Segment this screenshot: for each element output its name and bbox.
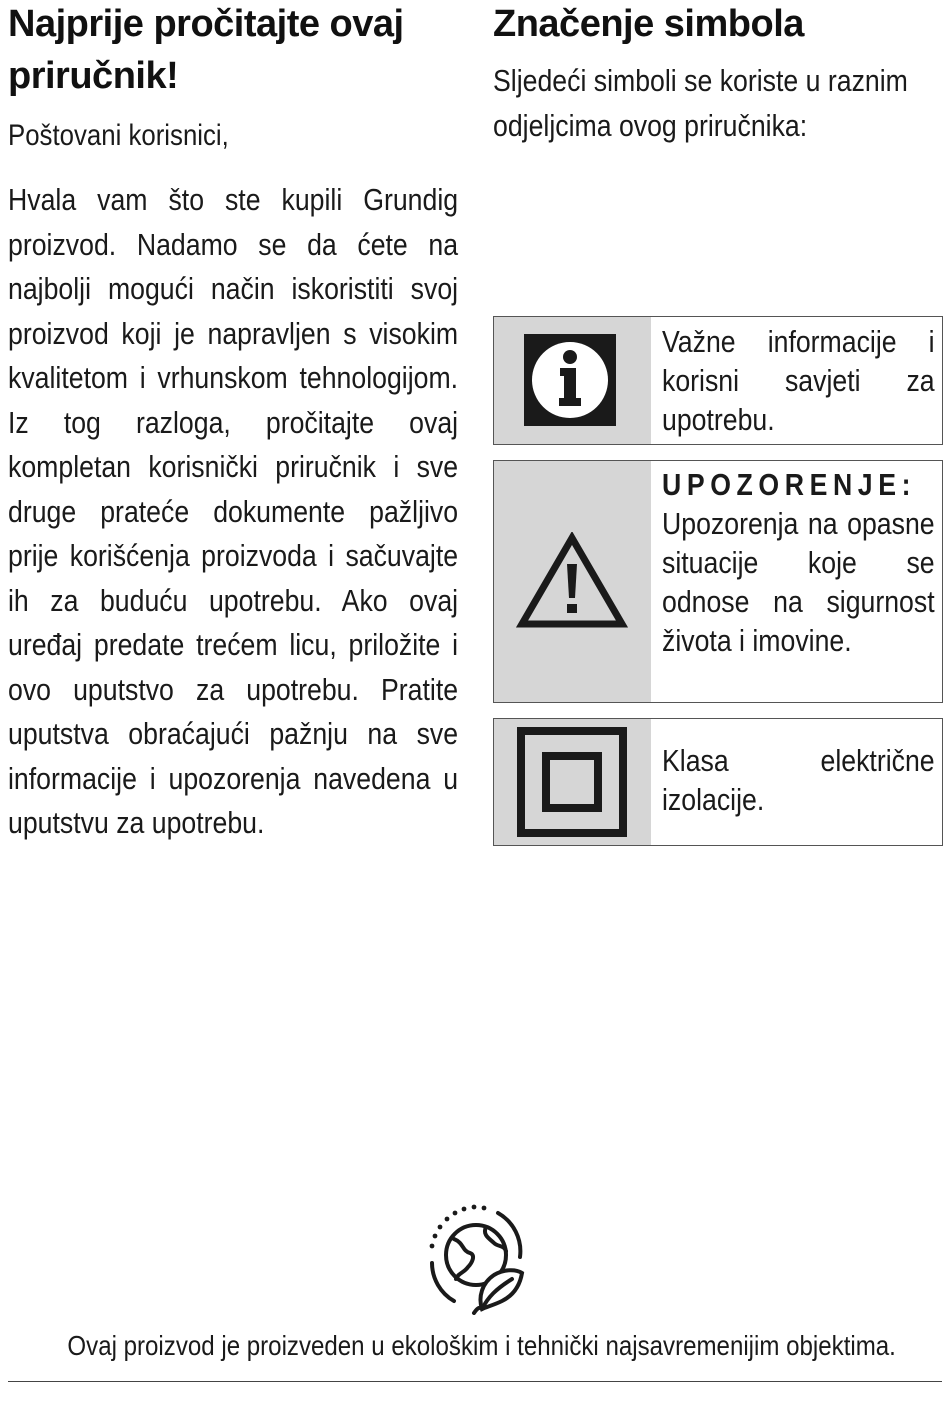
info-icon xyxy=(524,334,616,426)
footer-divider xyxy=(8,1381,942,1382)
left-column xyxy=(8,0,458,846)
page-title-line-2: priručnik! xyxy=(8,55,179,97)
right-column xyxy=(493,0,943,817)
warning-triangle-icon xyxy=(516,532,628,630)
greeting: Poštovani korisnici, xyxy=(8,119,229,152)
symbols-title: Značenje simbola xyxy=(493,3,804,45)
symbol-warning-text xyxy=(662,465,935,660)
symbol-row-warning xyxy=(493,460,943,703)
symbol-row-info xyxy=(493,316,943,445)
double-insulation-icon xyxy=(517,727,627,837)
symbol-row-insulation xyxy=(493,718,943,846)
eco-statement-text: Ovaj proizvod je proizveden u ekološkim i tehnički najsavremenijim objektima. xyxy=(67,1330,896,1361)
symbol-info-text: Važne informacije i korisni savjeti za upotrebu. xyxy=(662,324,935,437)
intro-paragraph: Hvala vam što ste kupili Grundig proizvod. Nadamo se da ćete na najbolji mogući način iskoristiti svoj proizvod koji je napravljen s visokim kvalitetom i vrhunskom tehnologijom. Iz tog razloga, pročitajte ovaj kompletan korisnički priručnik i sve druge prateće dokumente pažljivo prije korišćenja proizvoda i sačuvajte ih za buduću upotrebu. Ako ovaj uređaj predate trećem licu, priložite i ovo uputstvo za upotrebu. Pratite uputstva obraćajući pažnju na sve informacije i upozorenja navedena u uputstvu za upotrebu. xyxy=(8,182,459,840)
page-title xyxy=(8,0,458,102)
symbol-insulation-text: Klasa električne izolacije. xyxy=(662,743,935,817)
page-title-line-1: Najprije pročitajte ovaj xyxy=(8,3,404,45)
symbols-intro: Sljedeći simboli se koriste u raznim odjeljcima ovog priručnika: xyxy=(493,63,908,143)
eco-globe-leaf-icon xyxy=(424,1203,528,1315)
warning-description: Upozorenja na opasne situacije koje se odnose na sigurnost života i imovine. xyxy=(662,506,935,658)
eco-statement xyxy=(0,1326,950,1366)
warning-heading: UPOZORENJE: xyxy=(662,467,917,502)
